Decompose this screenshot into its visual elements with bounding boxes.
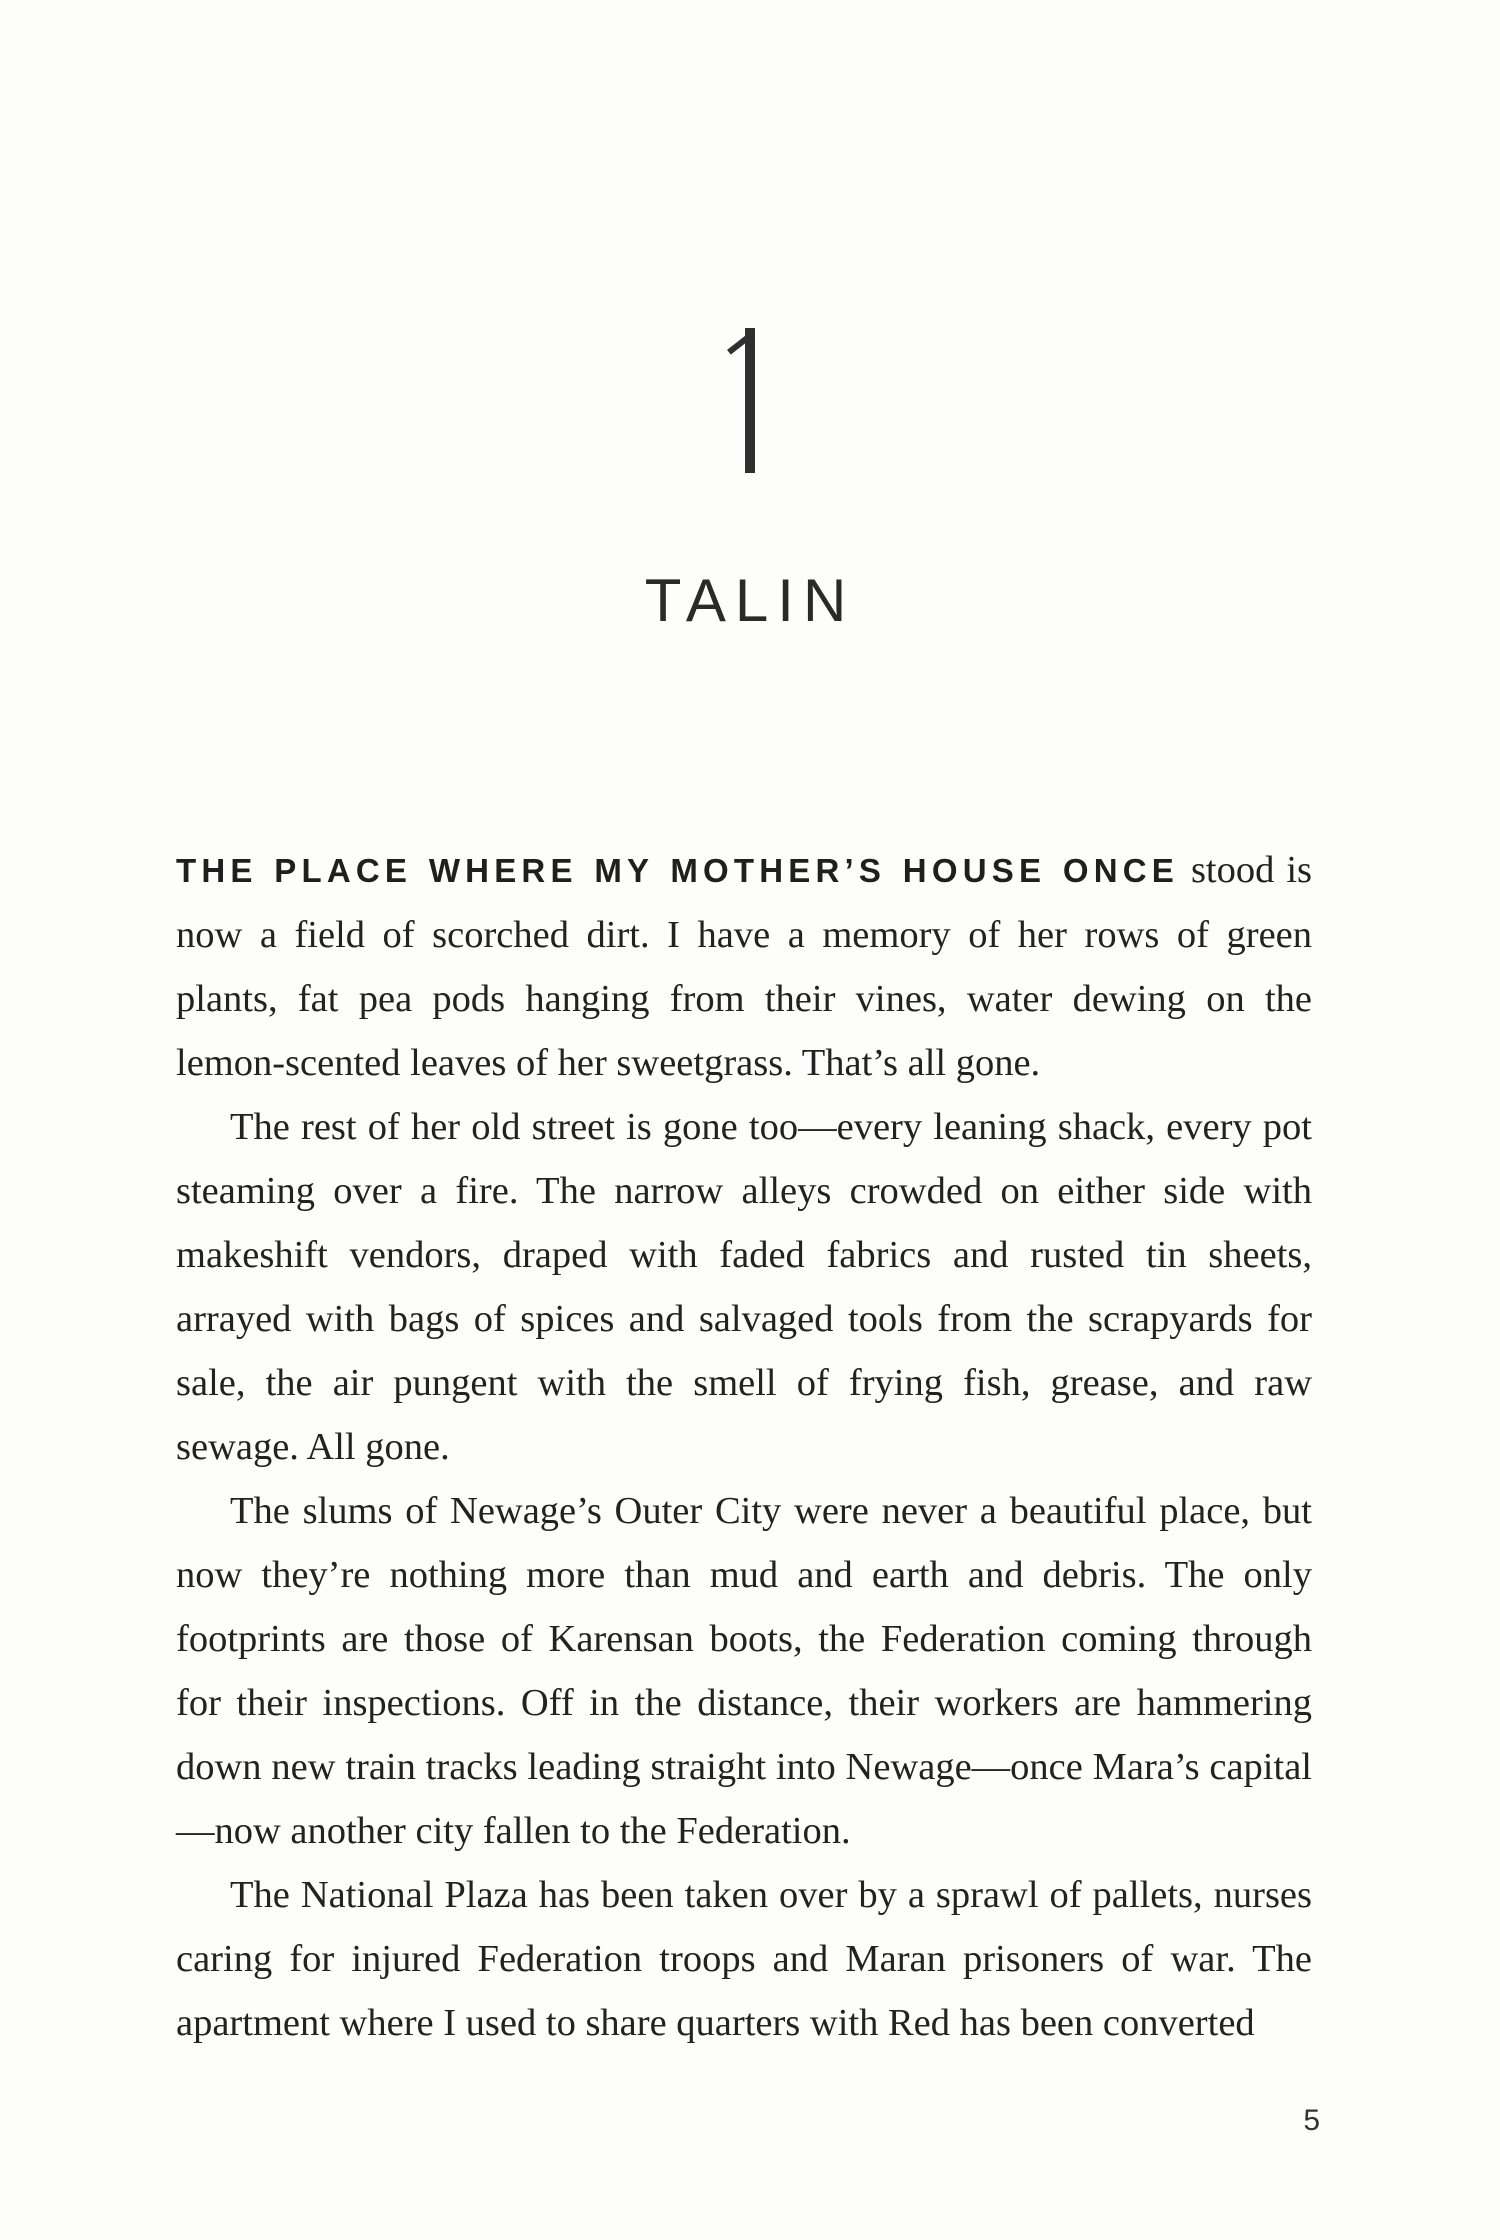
lead-in-caps: THE PLACE WHERE MY MOTHER’S HOUSE ONCE	[176, 852, 1179, 889]
paragraph-4: The National Plaza has been taken over by a sprawl of pallets, nurses caring for injured Federation troops and Maran prisoners of war. The apartment where I used to share quarters with Red has been converted	[176, 1874, 1312, 2044]
chapter-title: TALIN	[644, 567, 856, 634]
chapter-number-glyph	[745, 328, 755, 473]
chapter-number	[0, 328, 1500, 500]
paragraph-3: The slums of Newage’s Outer City were never a beautiful place, but now they’re nothing more than mud and earth and debris. The only footprints are those of Karensan boots, the Federation coming through for their inspections. Off in the distance, their workers are hammering down new train tracks leading straight into Newage—once Mara’s capital—now another city fallen to the Federation.	[176, 1490, 1312, 1852]
chapter-body	[176, 838, 1312, 2055]
paragraph-1-text: stood is now a field of scorched dirt. I have a memory of her rows of green plants, fat pea pods hanging from their vines, water dewing on the lemon-scented leaves of her sweetgrass. That’s all gone.	[176, 849, 1313, 1084]
paragraph-1	[176, 838, 1312, 1095]
page-number: 5	[1303, 2104, 1320, 2137]
paragraph-2: The rest of her old street is gone too—every leaning shack, every pot steaming over a fire. The narrow alleys crowded on either side with makeshift vendors, draped with faded fabrics and rusted tin sheets, arrayed with bags of spices and salvaged tools from the scrapyards for sale, the air pungent with the smell of frying fish, grease, and raw sewage. All gone.	[176, 1106, 1312, 1468]
